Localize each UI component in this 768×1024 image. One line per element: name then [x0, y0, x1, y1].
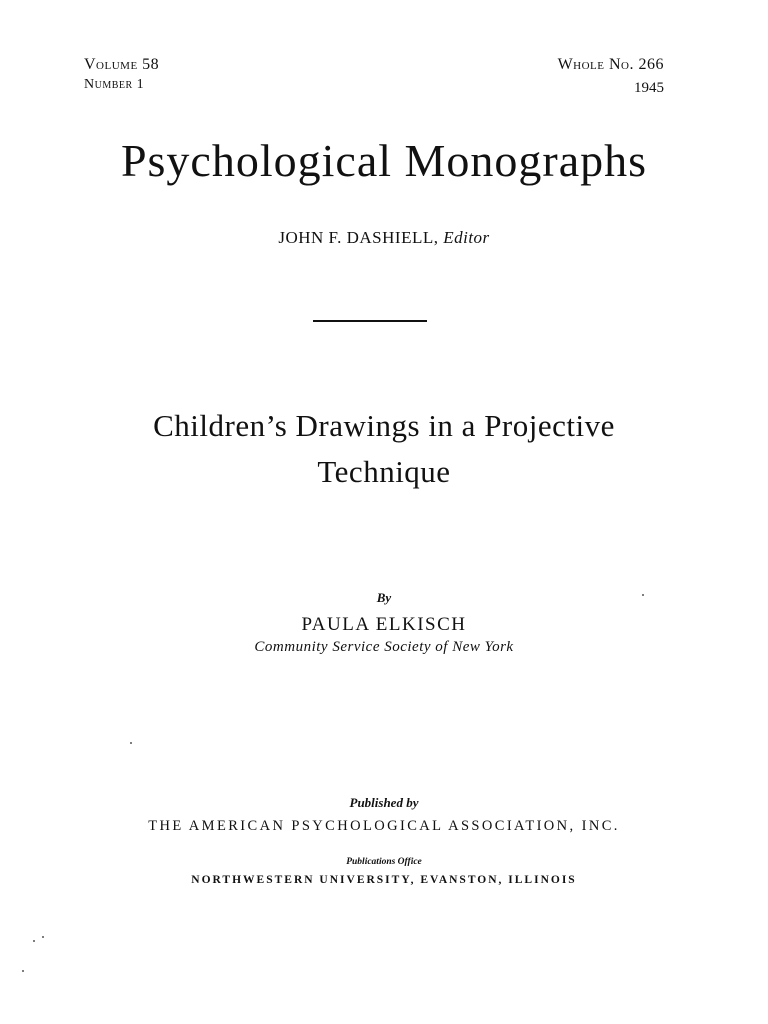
scan-speck: [130, 742, 132, 744]
scan-speck: [33, 940, 35, 942]
publisher-address: NORTHWESTERN UNIVERSITY, EVANSTON, ILLINOIS: [191, 874, 577, 886]
by-label: By: [376, 590, 392, 605]
publisher-name: THE AMERICAN PSYCHOLOGICAL ASSOCIATION, INC.: [148, 818, 620, 834]
scan-speck: [642, 594, 644, 596]
author-affiliation: Community Service Society of New York: [254, 639, 514, 655]
publications-office-label: Publications Office: [346, 857, 422, 867]
published-by-label: Published by: [349, 795, 419, 810]
author-name: PAULA ELKISCH: [301, 614, 467, 635]
journal-title: Psychological Monographs: [120, 135, 648, 186]
scan-speck: [42, 936, 44, 938]
year-label: 1945: [634, 80, 664, 96]
whole-number-label: Whole No. 266: [557, 56, 664, 73]
divider-rule: [313, 320, 427, 322]
article-title-line2: Technique: [317, 454, 451, 489]
article-title-line1: Children’s Drawings in a Projective: [153, 408, 615, 443]
volume-label: Volume 58: [84, 56, 160, 73]
editor-role: Editor: [443, 228, 490, 247]
editor-name: JOHN F. DASHIELL,: [278, 228, 439, 247]
number-label: Number 1: [84, 77, 145, 92]
editor-line: [0, 228, 768, 248]
scan-speck: [22, 970, 24, 972]
